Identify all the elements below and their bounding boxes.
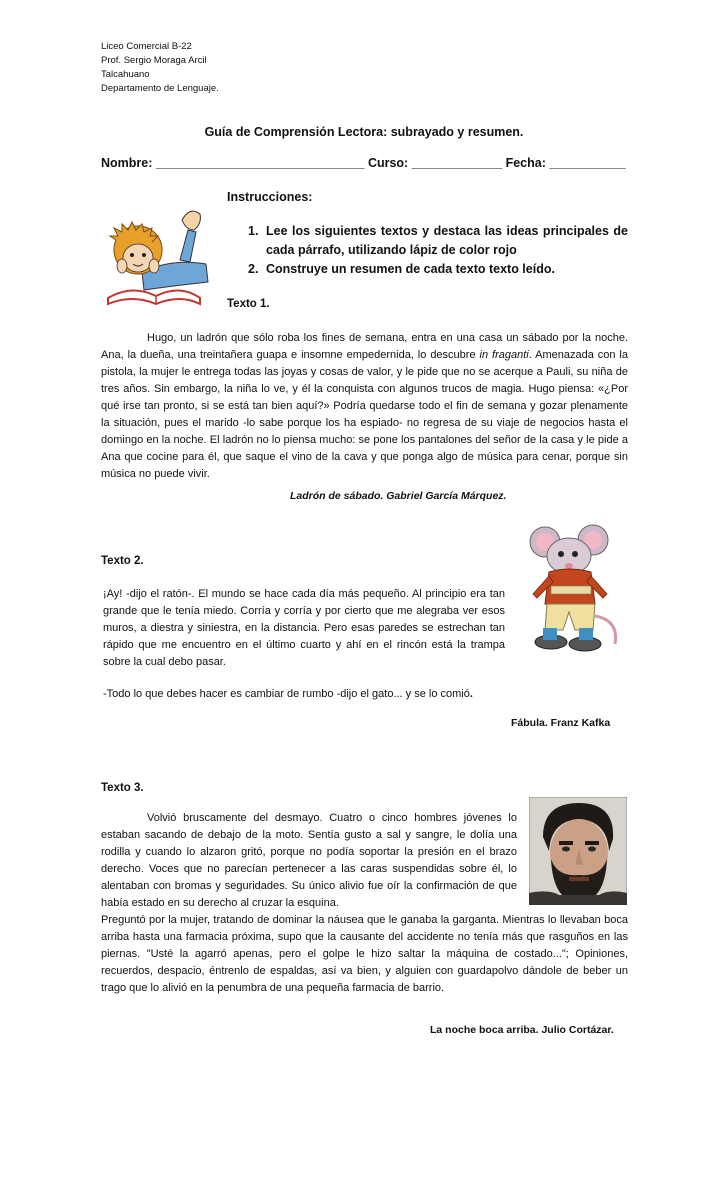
mouse-character-illustration	[515, 520, 627, 658]
instruction-item	[248, 260, 628, 279]
texto3-body-top	[101, 810, 517, 912]
texto3-attribution: La noche boca arriba. Julio Cortázar.	[430, 1024, 614, 1036]
instruction-number: 1.	[248, 224, 259, 238]
texto2-attribution: Fábula. Franz Kafka	[511, 717, 611, 729]
reading-child-illustration	[102, 200, 214, 310]
nombre-label: Nombre:	[101, 156, 153, 170]
fecha-line[interactable]: ___________	[549, 156, 626, 170]
department-name: Departamento de Lenguaje.	[101, 83, 219, 94]
texto1-attribution: Ladrón de sábado. Gabriel García Márquez.	[290, 490, 507, 502]
texto2-p2: -Todo lo que debes hacer es cambiar de rumbo -dijo el gato... y se lo comió	[103, 688, 470, 700]
page-title: Guía de Comprensión Lectora: subrayado y resumen.	[204, 125, 524, 139]
instructions-heading: Instrucciones:	[227, 190, 313, 204]
curso-line[interactable]: _____________	[411, 156, 503, 170]
texto2-body	[103, 586, 505, 671]
texto2-p1: ¡Ay! -dijo el ratón-. El mundo se hace cada día más pequeño. Al principio era tan grande que le tenía miedo. Corría y corría y por cierto que me alegraba ver esos muros, a diestra y siniestra, en la distancia. Pero esas paredes se estrechan tan rápido que me encuentro en el último cuarto y ahí en el rincón está la trampa sobre la cual debo pasar.	[103, 588, 505, 668]
instruction-item	[248, 222, 628, 260]
texto1-p1-rest: . Amenazada con la pistola, la mujer le entrega todas las joyas y cosas de valor, y le pide que no se acerque a Pauli, su niña de tres años. Sin embargo, la niña lo ve, y él la conquista con algunos trucos de magia. Hugo piensa: «¿Por qué irse tan pronto, si se está tan bien aquí?» Podría quedarse todo el fin de semana y gozar plenamente la situación, pues el marido -lo sabe porque los ha espiado- no regresa de su viaje de negocios hasta el domingo en la noche. El ladrón no lo piensa mucho: se pone los pantalones del señor de la casa y le pide a Ana que cocine para él, que saque el vino de la cava y que ponga algo de música para cenar, porque sin música no puede vivir.	[101, 349, 628, 480]
instructions-list	[248, 222, 628, 279]
instruction-text: Lee los siguientes textos y destaca las ideas principales de cada párrafo, utilizando lápiz de color rojo	[266, 224, 628, 257]
curso-label: Curso:	[367, 156, 409, 170]
author-portrait-photo	[529, 797, 627, 905]
texto3-p2: Preguntó por la mujer, tratando de dominar la náusea que le ganaba la garganta. Mientras lo llevaban boca arriba hasta una farmacia próxima, supo que la causante del accidente no tenía más que rasguños en las piernas. "Usté la agarró apenas, pero el golpe le hizo saltar la máquina de costado..."; Opiniones, recuerdos, despacio, éntrenlo de espaldas, así va bien, y alguien con guardapolvo dándole de beber un trago que lo alivió en la penumbra de una pequeña farmacia de barrio.	[101, 914, 628, 994]
instruction-text: Construye un resumen de cada texto texto leído.	[266, 262, 555, 276]
student-fields	[101, 156, 626, 170]
texto2-dialogue	[103, 686, 523, 703]
teacher-name: Prof. Sergio Moraga Arcil	[101, 55, 207, 66]
school-name: Liceo Comercial B-22	[101, 41, 192, 52]
fecha-label: Fecha:	[505, 156, 546, 170]
school-header	[101, 40, 219, 96]
nombre-line[interactable]: ______________________________	[155, 156, 365, 170]
texto3-p1: Volvió bruscamente del desmayo. Cuatro o cinco hombres jóvenes lo estaban sacando de debajo de la moto. Sentía gusto a sal y sangre, le dolía una rodilla y cuando lo alzaron gritó, porque no podía soportar la presión en el brazo derecho. Voces que no parecían pertenecer a las caras suspendidas sobre él, lo alentaban con bromas y seguridades. Su único alivio fue oír la confirmación de que había estado en su derecho al cruzar la esquina.	[101, 812, 517, 909]
texto3-heading: Texto 3.	[101, 782, 144, 794]
texto1-italic: in fraganti	[479, 349, 529, 361]
texto1-body	[101, 330, 628, 483]
city-name: Talcahuano	[101, 69, 150, 80]
texto1-p1: Hugo, un ladrón que sólo roba los fines de semana, entra en una casa un sábado por la noche. Ana, la dueña, una treintañera guapa e insomne empedernida, lo descubre	[101, 332, 628, 361]
texto1-heading: Texto 1.	[227, 298, 270, 310]
instruction-number: 2.	[248, 262, 259, 276]
texto3-body-bottom	[101, 912, 628, 997]
texto2-p2-end: .	[469, 688, 473, 700]
texto2-heading: Texto 2.	[101, 555, 144, 567]
